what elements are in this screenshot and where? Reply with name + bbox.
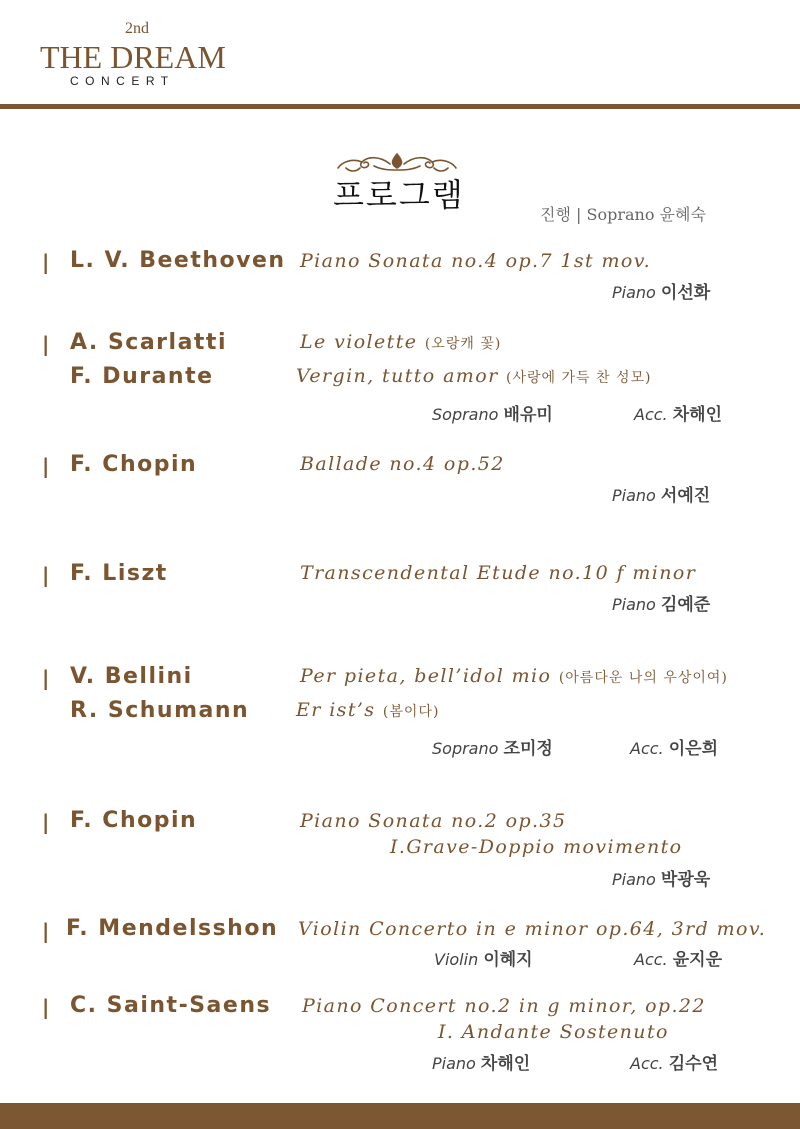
- performer-role: Soprano: [432, 405, 499, 424]
- performer-name: 조미정: [503, 739, 553, 759]
- piece-title: [300, 665, 728, 687]
- performer-name: 김예준: [660, 595, 711, 615]
- piece-title-text: Le violette: [300, 331, 418, 353]
- composer-name: R. Schumann: [70, 698, 250, 723]
- performer-role: Piano: [432, 1054, 476, 1073]
- piece-title-text: Vergin, tutto amor: [296, 365, 499, 387]
- logo-title: THE DREAM: [40, 39, 226, 75]
- item-marker: |: [42, 454, 50, 478]
- host-role: Soprano: [586, 205, 655, 224]
- performer: [432, 400, 553, 425]
- performer: [432, 734, 553, 759]
- composer-name: L. V. Beethoven: [70, 248, 286, 273]
- performer-role: Violin: [434, 950, 479, 969]
- logo-ordinal: 2nd: [125, 20, 149, 37]
- performer-name: 배유미: [503, 405, 553, 425]
- item-marker: |: [42, 250, 50, 274]
- accompanist-role: Acc.: [634, 405, 668, 424]
- accompanist-role: Acc.: [634, 950, 668, 969]
- accompanist-name: 김수연: [668, 1054, 718, 1074]
- piece-korean-title: (오랑캐 꽃): [424, 336, 502, 352]
- performer: [612, 865, 710, 890]
- accompanist-name: 차해인: [672, 405, 722, 425]
- accompanist-name: 윤지운: [672, 950, 722, 970]
- accompanist-role: Acc.: [630, 1054, 664, 1073]
- performer: [612, 481, 710, 506]
- item-marker: |: [42, 563, 50, 587]
- accompanist-name: 이은희: [668, 739, 718, 759]
- piece-title: [300, 331, 501, 353]
- accompanist: [634, 400, 722, 425]
- movement-title: I.Grave-Doppio movimento: [390, 836, 683, 858]
- movement-title: I. Andante Sostenuto: [438, 1021, 669, 1043]
- performer-name: 박광욱: [660, 870, 711, 890]
- piece-title-text: Per pieta, bell’idol mio: [300, 665, 552, 687]
- footer-band: [0, 1103, 800, 1129]
- piece-title: Transcendental Etude no.10 f minor: [300, 562, 697, 584]
- accompanist-role: Acc.: [630, 739, 664, 758]
- item-marker: |: [42, 332, 50, 356]
- item-marker: |: [42, 810, 50, 834]
- piece-title: [296, 365, 651, 387]
- performer-role: Soprano: [432, 739, 499, 758]
- host-name: 윤혜숙: [659, 205, 706, 224]
- item-marker: |: [42, 666, 50, 690]
- performer-name: 차해인: [480, 1054, 531, 1074]
- composer-name: F. Mendelsshon: [66, 916, 279, 941]
- composer-name: F. Chopin: [70, 452, 198, 477]
- performer-role: Piano: [612, 283, 656, 302]
- concert-logo: [40, 18, 240, 90]
- logo-subtitle: CONCERT: [70, 74, 175, 88]
- host-credit: [540, 202, 706, 225]
- piece-title: [296, 699, 439, 721]
- composer-name: V. Bellini: [70, 664, 193, 689]
- performer-role: Piano: [612, 486, 656, 505]
- piece-title: Violin Concerto in e minor op.64, 3rd mov.: [298, 918, 767, 940]
- piece-korean-title: (사랑에 가득 찬 성모): [506, 370, 652, 386]
- accompanist: [634, 945, 722, 970]
- piece-title: Ballade no.4 op.52: [300, 453, 505, 475]
- host-label: 진행 |: [540, 205, 582, 224]
- piece-title: Piano Concert no.2 in g minor, op.22: [302, 995, 706, 1017]
- performer: [434, 945, 533, 970]
- composer-name: A. Scarlatti: [70, 330, 227, 355]
- item-marker: |: [42, 919, 50, 943]
- performer-name: 이선화: [660, 283, 711, 303]
- performer: [612, 590, 710, 615]
- performer: [432, 1049, 530, 1074]
- piece-title: Piano Sonata no.2 op.35: [300, 810, 567, 832]
- performer-name: 이혜지: [483, 950, 533, 970]
- accompanist: [630, 734, 718, 759]
- program-title: 프로그램: [333, 176, 465, 214]
- composer-name: F. Liszt: [70, 561, 168, 586]
- piece-title-text: Er ist’s: [296, 699, 376, 721]
- composer-name: F. Chopin: [70, 808, 198, 833]
- piece-title: Piano Sonata no.4 op.7 1st mov.: [300, 250, 652, 272]
- piece-korean-title: (아름다운 나의 우상이여): [558, 670, 728, 686]
- composer-name: C. Saint-Saens: [70, 993, 272, 1018]
- performer-role: Piano: [612, 870, 656, 889]
- performer-role: Piano: [612, 595, 656, 614]
- performer: [612, 278, 710, 303]
- header-divider: [0, 104, 800, 109]
- composer-name: F. Durante: [70, 364, 214, 389]
- accompanist: [630, 1049, 718, 1074]
- item-marker: |: [42, 995, 50, 1019]
- performer-name: 서예진: [660, 486, 711, 506]
- piece-korean-title: (봄이다): [382, 704, 440, 720]
